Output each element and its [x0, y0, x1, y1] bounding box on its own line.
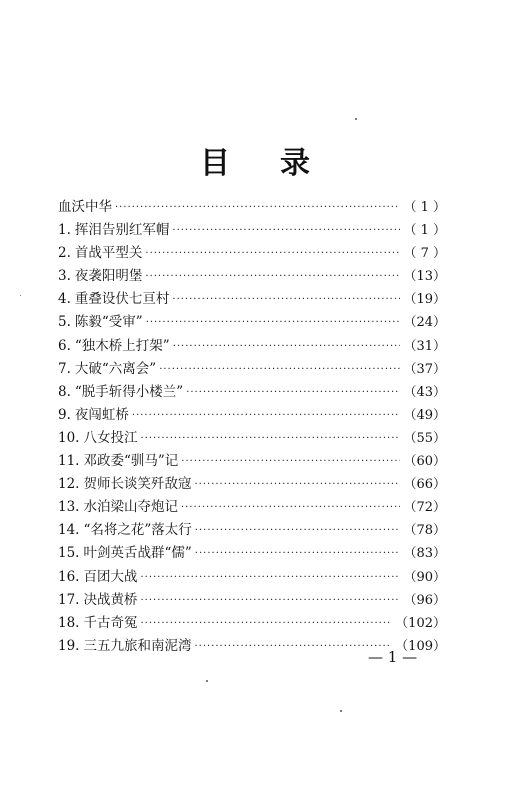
toc-leader-dots: [186, 381, 400, 404]
toc-entry-number: 9.: [58, 406, 71, 423]
toc-entry: [58, 404, 446, 427]
toc-entry-page: （31）: [403, 338, 446, 354]
toc-entry-number: 19.: [58, 637, 80, 654]
toc-entry: [58, 612, 446, 635]
toc-leader-dots: [145, 265, 400, 288]
toc-leader-dots: [194, 473, 400, 496]
toc-leader-dots: [146, 311, 401, 334]
toc-entry-number: 11.: [58, 453, 80, 470]
toc-entry-title: 贺师长谈笑歼敌寇: [83, 476, 192, 493]
toc-leader-dots: [145, 242, 400, 265]
toc-entry: [58, 519, 446, 542]
print-speck: [20, 295, 21, 296]
toc-entry: [58, 196, 446, 219]
toc-leader-dots: [159, 358, 400, 381]
print-speck: [340, 710, 342, 712]
toc-entry-page: （24）: [403, 315, 446, 331]
toc-entry-number: 7.: [58, 360, 71, 377]
toc-entry-number: 13.: [58, 499, 80, 516]
toc-entry: [58, 473, 446, 496]
toc-leader-dots: [140, 612, 392, 635]
toc-entry-title: 水泊梁山夺炮记: [83, 499, 178, 516]
toc-entry: [58, 496, 446, 519]
toc-entry: [58, 589, 446, 612]
toc-entry-page: （78）: [403, 523, 446, 539]
toc-entry-title: 陈毅“受审”: [74, 314, 143, 331]
toc-entry-number: 2.: [58, 245, 71, 262]
toc-entry-number: 18.: [58, 614, 80, 631]
toc-entry-title: 重叠设伏七亘村: [74, 291, 170, 308]
toc-entry-title: 挥泪告别红军帽: [74, 222, 170, 239]
table-of-contents: [58, 196, 446, 658]
toc-leader-dots: [195, 519, 401, 542]
toc-entry-number: 4.: [58, 291, 71, 308]
toc-entry-number: 3.: [58, 268, 71, 285]
toc-entry: [58, 288, 446, 311]
toc-entry-page: （19）: [403, 292, 446, 308]
toc-leader-dots: [172, 219, 400, 242]
page-number: — 1 —: [368, 648, 418, 666]
toc-entry-title: “名将之花”落太行: [83, 522, 192, 539]
toc-entry-title: 百团大战: [83, 568, 138, 585]
toc-leader-dots: [172, 288, 400, 311]
toc-entry-title: 夜袭阳明堡: [74, 268, 143, 285]
toc-leader-dots: [140, 566, 400, 589]
toc-entry-page: （109）: [395, 638, 446, 654]
toc-entry-page: （ 1 ）: [403, 200, 446, 215]
toc-entry-page: （13）: [403, 269, 446, 285]
toc-entry: [58, 381, 446, 404]
toc-entry-title: 首战平型关: [74, 245, 143, 262]
toc-entry: [58, 311, 446, 334]
toc-entry-page: （90）: [403, 569, 446, 585]
toc-leader-dots: [194, 635, 392, 658]
toc-entry: [58, 450, 446, 473]
toc-entry: [58, 219, 446, 242]
toc-leader-dots: [181, 496, 400, 519]
toc-entry-number: 5.: [58, 314, 71, 331]
toc-leader-dots: [195, 542, 401, 565]
toc-entry-title: 夜闯虹桥: [74, 406, 129, 423]
toc-entry-title: “独木桥上打架”: [74, 337, 170, 354]
toc-entry-title: 邓政委“驯马”记: [83, 453, 179, 470]
toc-entry-title: “脱手斩得小楼兰”: [74, 383, 184, 400]
toc-entry-number: 1.: [58, 222, 71, 239]
toc-entry-number: 16.: [58, 568, 80, 585]
toc-entry-page: （37）: [403, 361, 446, 377]
page-title: [200, 138, 310, 182]
toc-entry: [58, 427, 446, 450]
toc-entry-title: 八女投江: [83, 429, 138, 446]
toc-entry-number: 6.: [58, 337, 71, 354]
toc-leader-dots: [140, 427, 400, 450]
toc-entry: [58, 358, 446, 381]
toc-entry-title: 叶剑英舌战群“儒”: [83, 545, 192, 562]
print-speck: [355, 118, 357, 120]
toc-entry: [58, 542, 446, 565]
toc-entry-page: （60）: [403, 454, 446, 470]
toc-entry-number: 10.: [58, 429, 80, 446]
toc-entry-page: （55）: [403, 430, 446, 446]
toc-entry-page: （72）: [403, 500, 446, 516]
toc-entry-number: 15.: [58, 545, 80, 562]
toc-leader-dots: [140, 589, 400, 612]
toc-entry-page: （66）: [403, 477, 446, 493]
toc-entry-number: 14.: [58, 522, 80, 539]
toc-entry-title: 千古奇冤: [83, 614, 138, 631]
toc-entry-title: 血沃中华: [58, 199, 112, 215]
toc-entry-page: （43）: [403, 384, 446, 400]
toc-entry: [58, 265, 446, 288]
toc-entry-page: （96）: [403, 592, 446, 608]
toc-entry-title: 决战黄桥: [83, 591, 138, 608]
toc-entry-number: 8.: [58, 383, 71, 400]
toc-leader-dots: [115, 196, 400, 219]
toc-leader-dots: [173, 335, 401, 358]
toc-entry-page: （102）: [395, 615, 446, 631]
toc-entry: [58, 335, 446, 358]
title-char-1: 目: [200, 146, 230, 181]
toc-entry-page: （49）: [403, 407, 446, 423]
toc-leader-dots: [132, 404, 401, 427]
print-speck: [206, 680, 208, 682]
toc-entry: [58, 566, 446, 589]
toc-entry-number: 17.: [58, 591, 80, 608]
toc-entry-page: （83）: [403, 546, 446, 562]
toc-entry-number: 12.: [58, 476, 80, 493]
toc-entry-title: 大破“六离会”: [74, 360, 157, 377]
toc-leader-dots: [181, 450, 400, 473]
toc-entry-title: 三五九旅和南泥湾: [83, 637, 192, 654]
toc-entry-page: （ 7 ）: [403, 246, 446, 262]
title-char-2: 录: [280, 146, 310, 181]
toc-entry: [58, 242, 446, 265]
toc-entry-page: （ 1 ）: [403, 223, 446, 239]
